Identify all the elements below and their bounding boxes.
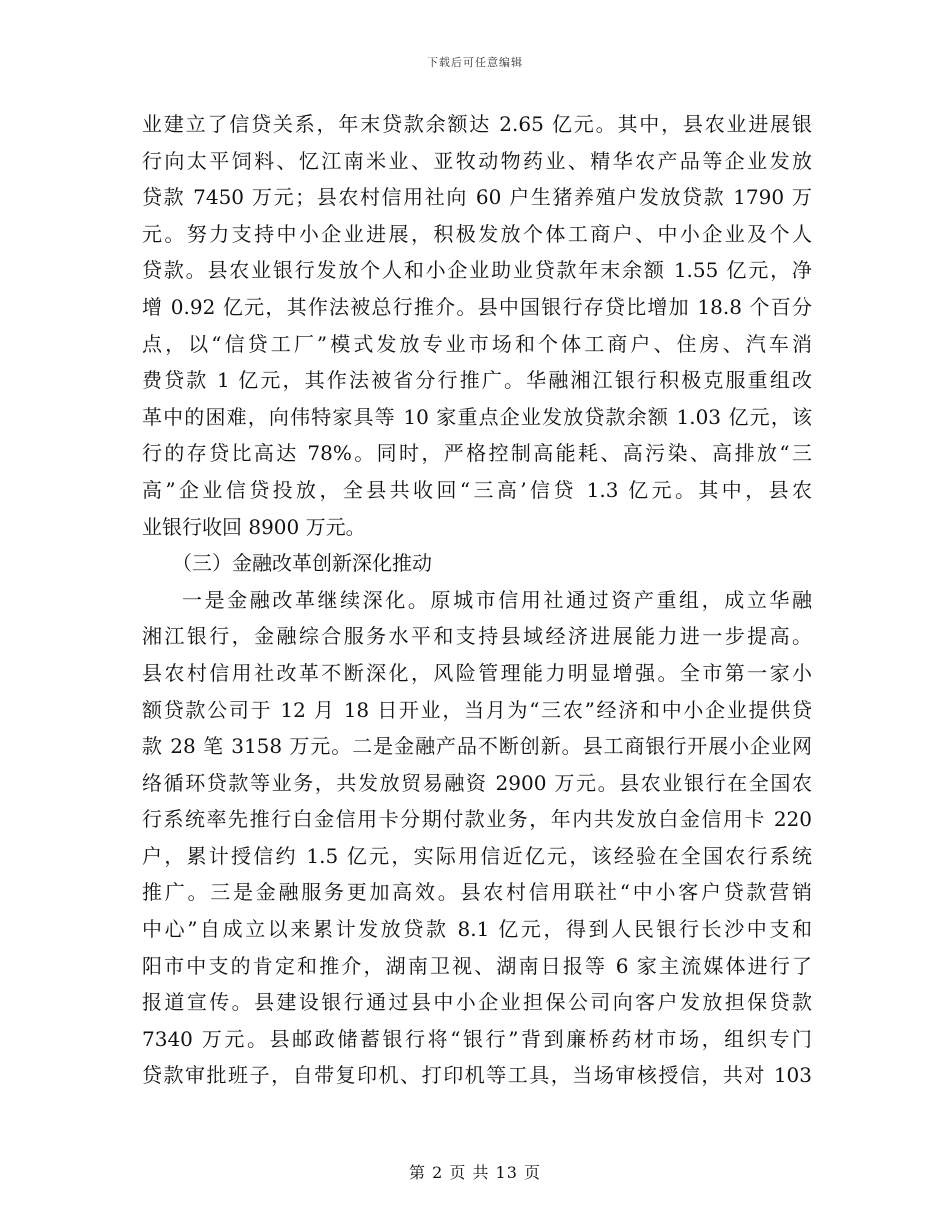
body-line: 行的存贷比高达 78%。同时，严格控制高能耗、高污染、高排放“三	[142, 441, 812, 466]
body-line: 额贷款公司于 12 月 18 日开业，当月为“三农”经济和中小企业提供贷	[142, 697, 812, 722]
body-line: 阳市中支的肯定和推介，湖南卫视、湖南日报等 6 家主流媒体进行了	[142, 953, 812, 978]
body-line: 业银行收回 8900 万元。	[142, 514, 366, 539]
body-line: 费贷款 1 亿元，其作法被省分行推广。华融湘江银行积极克服重组改	[142, 368, 812, 393]
body-line: 县农村信用社改革不断深化，风险管理能力明显增强。全市第一家小	[142, 660, 812, 685]
body-line: 贷款。县农业银行发放个人和小企业助业贷款年末余额 1.55 亿元，净	[142, 258, 812, 283]
document-body	[142, 106, 812, 1094]
body-line: 贷款 7450 万元；县农村信用社向 60 户生猪养殖户发放贷款 1790 万	[142, 185, 812, 210]
body-line: 行系统率先推行白金信用卡分期付款业务，年内共发放白金信用卡 220	[142, 807, 812, 832]
body-line: 中心”自成立以来累计发放贷款 8.1 亿元，得到人民银行长沙中支和	[142, 917, 812, 942]
body-line: 元。努力支持中小企业进展，积极发放个体工商户、中小企业及个人	[142, 221, 812, 246]
body-line: 一是金融改革继续深化。原城市信用社通过资产重组，成立华融	[182, 587, 812, 612]
body-line: 行向太平饲料、忆江南米业、亚牧动物药业、精华农产品等企业发放	[142, 148, 812, 173]
body-line: 络循环贷款等业务，共发放贸易融资 2900 万元。县农业银行在全国农	[142, 770, 812, 795]
page-number-footer: 第 2 页 共 13 页	[409, 1163, 541, 1182]
body-line: 增 0.92 亿元，其作法被总行推介。县中国银行存贷比增加 18.8 个百分	[142, 294, 812, 319]
body-line: 革中的困难，向伟特家具等 10 家重点企业发放贷款余额 1.03 亿元，该	[142, 404, 812, 429]
page-header: 下载后可任意编辑	[427, 56, 523, 69]
body-line: 业建立了信贷关系，年末贷款余额达 2.65 亿元。其中，县农业进展银	[142, 112, 812, 136]
body-line: 推广。三是金融服务更加高效。县农村信用联社“中小客户贷款营销	[142, 880, 812, 905]
body-line: 湘江银行，金融综合服务水平和支持县域经济进展能力进一步提高。	[142, 624, 812, 649]
body-line: 报道宣传。县建设银行通过县中小企业担保公司向客户发放担保贷款	[142, 990, 812, 1015]
body-line: 贷款审批班子，自带复印机、打印机等工具，当场审核授信，共对 103	[142, 1063, 812, 1088]
section-heading: （三）金融改革创新深化推动	[172, 551, 432, 576]
body-line: 点，以“信贷工厂”模式发放专业市场和个体工商户、住房、汽车消	[142, 331, 812, 356]
body-line: 户，累计授信约 1.5 亿元，实际用信近亿元，该经验在全国农行系统	[142, 843, 812, 868]
body-line: 7340 万元。县邮政储蓄银行将“银行”背到廉桥药材市场，组织专门	[142, 1026, 812, 1051]
body-line: 款 28 笔 3158 万元。二是金融产品不断创新。县工商银行开展小企业网	[142, 734, 812, 759]
body-line: 高”企业信贷投放，全县共收回“三高’信贷 1.3 亿元。其中，县农	[142, 477, 812, 502]
